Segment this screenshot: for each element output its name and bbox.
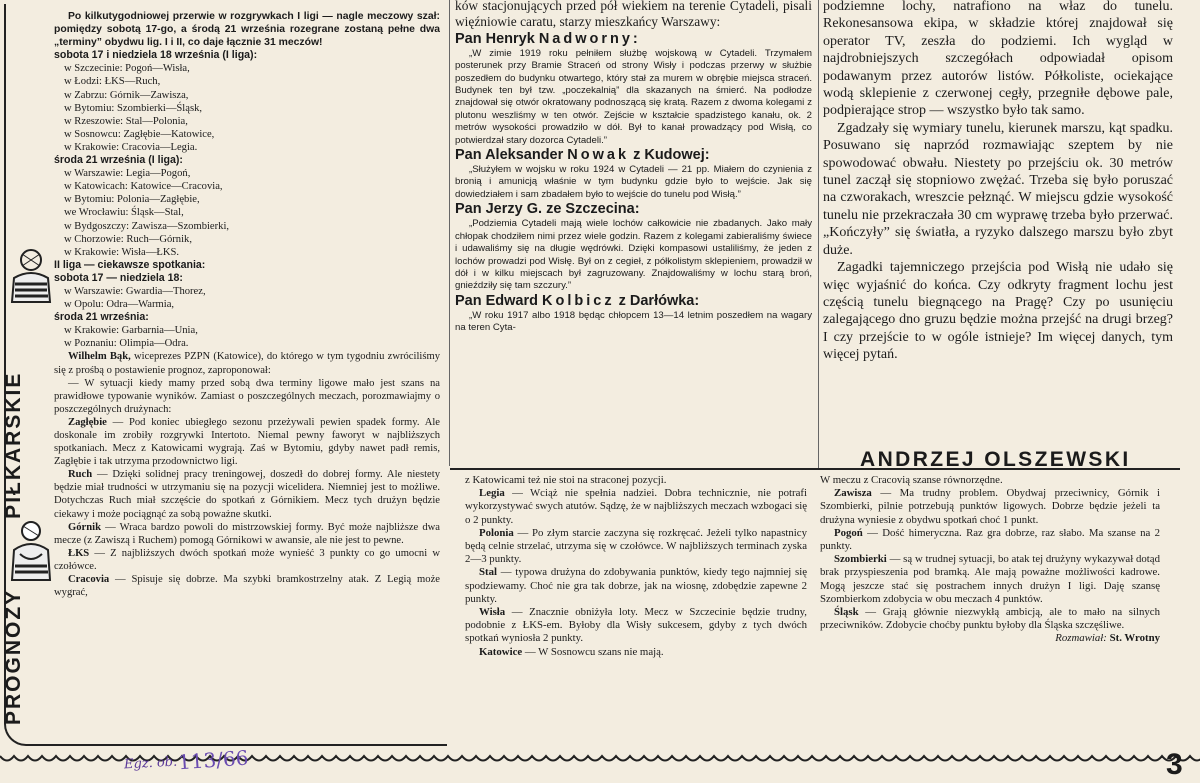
forecast-column-3 bbox=[820, 474, 1160, 752]
team-forecast: — Wraca bardzo powoli do mistrzowskiej formy. Być może najbliższe dwa mecze (z Zawiszą i Ruchem) pomogą Górnikowi w awansie, ale nie jest to pewne. bbox=[54, 521, 440, 546]
fixture-item: w Krakowie: Garbarnia—Unia, bbox=[64, 325, 198, 337]
fixture-item: w Sosnowcu: Zagłębie—Katowice, bbox=[64, 128, 215, 140]
fixture-date: środa 21 września (I liga): bbox=[54, 154, 183, 167]
forecast-column-2 bbox=[465, 474, 807, 752]
fixture-item: we Wrocławiu: Śląsk—Stal, bbox=[64, 207, 184, 219]
fixture-item: w Bytomiu: Polonia—Zagłębie, bbox=[64, 194, 200, 206]
interviewee-intro: wiceprezes PZPN (Katowice), do którego w tym tygodniu zwróciliśmy się z prośbą o postawienie prognoz, zaproponował: bbox=[54, 351, 440, 376]
team-name: Legia bbox=[479, 487, 505, 500]
fixtures-block bbox=[54, 49, 440, 350]
team-forecast: — Po złym starcie zaczyna się rozkręcać. Jeżeli tylko napastnicy będą celnie strzelać, utrzyma się w czołówce. W najbliższych terminach zyska 2—3 punkty. bbox=[465, 526, 807, 566]
team-name: ŁKS bbox=[68, 547, 90, 559]
team-forecast: — Wciąż nie spełnia nadziei. Dobra technicznie, nie potrafi wykorzystywać swych atutów. Sądzę, że w najbliższych meczach wzbogaci się o 2 punkty. bbox=[465, 487, 807, 526]
team-forecast: — Dość himeryczna. Raz gra dobrze, raz słabo. Ma szanse na 2 punkty. bbox=[820, 526, 1160, 553]
letter-text: „W roku 1917 albo 1918 będąc chłopcem 13—14 letnim poszedłem na wagary na teren Cyta- bbox=[455, 309, 812, 334]
fixture-date: sobota 17 — niedziela 18: bbox=[54, 271, 183, 284]
article-lead: ków stacjonujących przed pół wiekiem na terenie Cytadeli, pisali więźniowie caratu, starzy mieszkańcy Warszawy: bbox=[455, 0, 812, 30]
archive-handwritten-number: 113/66 bbox=[177, 745, 250, 775]
letter-author-name: Nowak bbox=[567, 147, 630, 164]
letter-text: „Podziemia Cytadeli mają wiele lochów całkowicie nie zbadanych. Jako mały chłopak chodziłem nimi przez wiele godzin. Razem z kolegami zabieraliśmy świece i udawaliśmy się na długie wędrówki. Dzięki kompasowi ustaliliśmy, że jeden z lochów prowadzi pod Wisłę. Był on z cegieł, z półkolistym sklepieniem, prowadził w dół i w kilku miejscach był zagruzowany. Znajdowaliśmy w lochu starą broń, gnieździły się tam szczury.” bbox=[455, 218, 812, 292]
byline-name: St. Wrotny bbox=[1109, 632, 1160, 645]
article-paragraph: podziemne lochy, natrafiono na właz do tunelu. Rekonesansowa ekipa, w składzie której znajdował się operator TV, zeszła do podziemi. Ich wygląd w najdrobniejszych szczegółach odpowiadał opisom podawanym przez autorów listów. Półkoliste, ociekające wodą sklepienie z czerwonej cegły, przegniłe dębowe pale, podpierające strop — wszystko było tak samo. bbox=[823, 0, 1173, 119]
page-number: 3 bbox=[1166, 748, 1183, 781]
team-forecast: — W Sosnowcu szans nie mają. bbox=[522, 645, 664, 658]
fixture-item: w Łodzi: ŁKS—Ruch, bbox=[64, 76, 161, 88]
article-column-right bbox=[823, 0, 1173, 444]
team-name: Polonia bbox=[479, 526, 514, 539]
fixture-item: w Bydgoszczy: Zawisza—Szombierki, bbox=[64, 220, 230, 232]
team-name: Cracovia bbox=[68, 574, 110, 586]
team-name: Pogoń bbox=[834, 526, 863, 539]
fixture-item: w Zabrzu: Górnik—Zawisza, bbox=[64, 89, 189, 101]
team-forecast: — Ma trudny problem. Obydwaj przeciwnicy, Górnik i Szombierki, pilnie potrzebują punktów ligowych. Dobrze będzie jeżeli ta drużyna wyniesie z obydwu spotkań choć 1 punkt. bbox=[820, 487, 1160, 526]
letter-text: „W zimie 1919 roku pełniłem służbę wojskową w Cytadeli. Trzymałem posterunek przy Bramie Straceń od strony Wisły i podczas przerwy w służbie poszedłem do budynku otwartego, który stał za murem w obrębie miejsca straceń. Budynek ten był tzw. „poczekalnią” dla skazanych na śmierć. Na podłodze znajdował się otwór okratowany podnoszącą się kratą. Razem z dwoma kolegami z plutonu weszliśmy w ten otwór. Zejście w kształcie spadzistego kanału, ok. 2 metrów wysokości prowadziło w dół. Był to kanał prowadzący pod Wisłą, co potwierdzał stary dozorca Cytadeli.” bbox=[455, 47, 812, 146]
letter-author-name: Kolbicz bbox=[542, 292, 615, 309]
letter-author-prefix: Pan Henryk bbox=[455, 30, 539, 47]
team-forecast: z Katowicami też nie stoi na straconej pozycji. bbox=[465, 474, 667, 486]
article-column-middle bbox=[455, 0, 812, 468]
vertical-title-word2: PIŁKARSKIE bbox=[2, 371, 25, 519]
letter-author-name: Nadworny bbox=[538, 30, 633, 47]
fixture-date: środa 21 września: bbox=[54, 311, 149, 324]
letter-author-suffix: : bbox=[632, 30, 638, 47]
fixture-item: w Krakowie: Wisła—ŁKS. bbox=[64, 246, 180, 258]
team-name: Śląsk bbox=[834, 606, 859, 619]
left-column bbox=[54, 10, 440, 752]
team-name: Górnik bbox=[68, 521, 101, 533]
byline-label: Rozmawiał: bbox=[1055, 632, 1107, 645]
intro-paragraph: Po kilkutygodniowej przerwie w rozgrywkach I ligi — nagle meczowy szał: pomiędzy sobotą 17-go, a środą 21 września rozegrane zostaną pełne dwa „terminy” obydwu lig. I i II, co daje łącznie 31 meczów! bbox=[54, 11, 440, 49]
fixture-item: w Opolu: Odra—Warmia, bbox=[64, 299, 175, 311]
team-name: Szombierki bbox=[834, 553, 887, 566]
team-name: Katowice bbox=[479, 645, 523, 658]
letter-author-suffix: z Kudowej: bbox=[629, 147, 710, 164]
team-forecast: — Znacznie obniżyła loty. Mecz w Szczecinie będzie trudny, podobnie z ŁKS-em. Byłoby dla Wisły sukcesem, gdyby z tych dwóch spotkań wyniosła 2 punkty. bbox=[465, 606, 807, 645]
team-forecast: — Grają głównie niezwykłą ambicją, ale to mało na silnych przeciwników. Zdobycie choćby punktu byłoby dla Śląska szczęśliwe. bbox=[820, 606, 1160, 632]
fixture-item: w Krakowie: Cracovia—Legia. bbox=[64, 141, 198, 153]
column-divider bbox=[449, 0, 450, 466]
footballer-illustration-icon bbox=[8, 248, 54, 304]
fixture-item: w Rzeszowie: Stal—Polonia, bbox=[64, 115, 188, 127]
team-name: Ruch bbox=[68, 469, 93, 481]
fixture-date: sobota 17 i niedziela 18 września (I liga): bbox=[54, 49, 258, 62]
fixture-item: w Katowicach: Katowice—Cracovia, bbox=[64, 181, 223, 193]
letter-text: „Służyłem w wojsku w roku 1924 w Cytadeli — 21 pp. Miałem do czynienia z bronią i amunicją właśnie w tym budynku gdzie było to wejście. Jak się dowiedziałem i sam zbadałem było to wejście do tunelu pod Wisłą.” bbox=[455, 164, 812, 200]
team-name: Zagłębie bbox=[68, 416, 107, 428]
team-forecast: — Spisuje się dobrze. Ma szybki bramkostrzelny atak. Z Legią może wygrać, bbox=[54, 574, 440, 599]
team-forecast: — typowa drużyna do zdobywania punktów, kiedy tego najmniej się spodziewamy. Choć nie gra tak dobrze, jak na wiosnę, zdobędzie zapewne 2 punkty. bbox=[465, 566, 807, 605]
team-forecast: — są w trudnej sytuacji, bo atak tej drużyny wykazywał dotąd brak przyspieszenia pod bramką. Ale mają poważne możliwości kadrowe. Mogą jeszcze stać się postrachem innych drużyn I ligi. Daję szansę Szombierkom zdobycia w obu meczach 4 punktów. bbox=[820, 553, 1160, 605]
letter-author-prefix: Pan Edward bbox=[455, 292, 543, 309]
archive-stamp: Egz. ob. bbox=[123, 754, 178, 773]
fixture-item: w Szczecinie: Pogoń—Wisła, bbox=[64, 63, 190, 75]
fixture-item: w Warszawie: Gwardia—Thorez, bbox=[64, 285, 206, 297]
team-forecast: — Z najbliższych dwóch spotkań może wynieść 3 punkty co go umocni w czołówce. bbox=[54, 547, 440, 572]
fixture-item: w Bytomiu: Szombierki—Śląsk, bbox=[64, 102, 203, 114]
team-name: Stal bbox=[479, 566, 497, 579]
column-divider bbox=[818, 0, 819, 470]
team-name: Zawisza bbox=[834, 487, 872, 500]
fixture-date: II liga — ciekawsze spotkania: bbox=[54, 258, 206, 271]
fixture-item: w Chorzowie: Ruch—Górnik, bbox=[64, 233, 192, 245]
team-forecast: W meczu z Cracovią szanse równorzędne. bbox=[820, 474, 1003, 486]
article-author-signature: ANDRZEJ OLSZEWSKI bbox=[860, 448, 1131, 471]
article-paragraph: Zgadzały się wymiary tunelu, kierunek marszu, kąt spadku. Posuwano się naprzód rozmawiając szeptem by nie spowodować obwału. Niestety po przejściu ok. 30 metrów tunel zaczął się stopniowo zwężać. Trzeba się było poruszać na czworakach, wreszcie pełznąć. W miejscu gdzie wysokość tunelu nie przekraczała 30 cm wyprawę trzeba było przerwać. „Kończyły” się światła, a ryzyko dalszego marszu było zbyt duże. bbox=[823, 120, 1173, 258]
article-paragraph: Zagadki tajemniczego przejścia pod Wisłą nie udało się więc wyjaśnić do końca. Czy odkryty fragment lochu jest częścią tunelu biegnącego na Pragę? Czy po usunięciu zalegającego dno gruzu będzie można przejść na drugi brzeg? I czy przejście to w ogóle istnieje? Im więcej danych, tym więcej pytań. bbox=[823, 260, 1173, 363]
interviewee-quote: — W sytuacji kiedy mamy przed sobą dwa terminy ligowe mało jest szans na prawidłowe typowanie wyników. Zamiast o poszczególnych meczach, porozmawiajmy o poszczególnych drużynach: bbox=[54, 377, 440, 415]
team-name: Wisła bbox=[479, 606, 506, 619]
letter-author-suffix: z Darłówka: bbox=[614, 292, 700, 309]
footballer-illustration-icon bbox=[8, 520, 54, 582]
team-forecast: — Dzięki solidnej pracy treningowej, doszedł do dobrej formy. Ale niestety będzie miał trudności w utrzymaniu się na pozycji wicelidera. Niemniej jest to możliwe. Dotychczas Ruch miał szczęście do spotkań z Górnikiem. Mecz tych drużyn będzie ciekawy i może pociągnąć za sobą poważne skutki. bbox=[54, 469, 440, 520]
vertical-title-word1: PROGNOZY bbox=[2, 588, 25, 725]
team-forecast: — Pod koniec ubiegłego sezonu przeżywali pewien spadek formy. Ale doskonale im zrobiły rozgrywki Intertoto. Niemal pewny faworyt w najbliższych spotkaniach. Mecz z Katowicami wygrają. Zaś w Bytomiu, gdyby nawet padł remis, Zagłębie i tak utrzyma przodownictwo ligi. bbox=[54, 416, 440, 468]
letter-author-prefix: Pan Jerzy G. ze Szczecina: bbox=[455, 201, 640, 218]
letter-author-prefix: Pan Aleksander bbox=[455, 147, 568, 164]
interviewee-name: Wilhelm Bąk, bbox=[68, 351, 131, 363]
fixture-item: w Poznaniu: Olimpia—Odra. bbox=[64, 338, 189, 350]
fixture-item: w Warszawie: Legia—Pogoń, bbox=[64, 168, 191, 180]
